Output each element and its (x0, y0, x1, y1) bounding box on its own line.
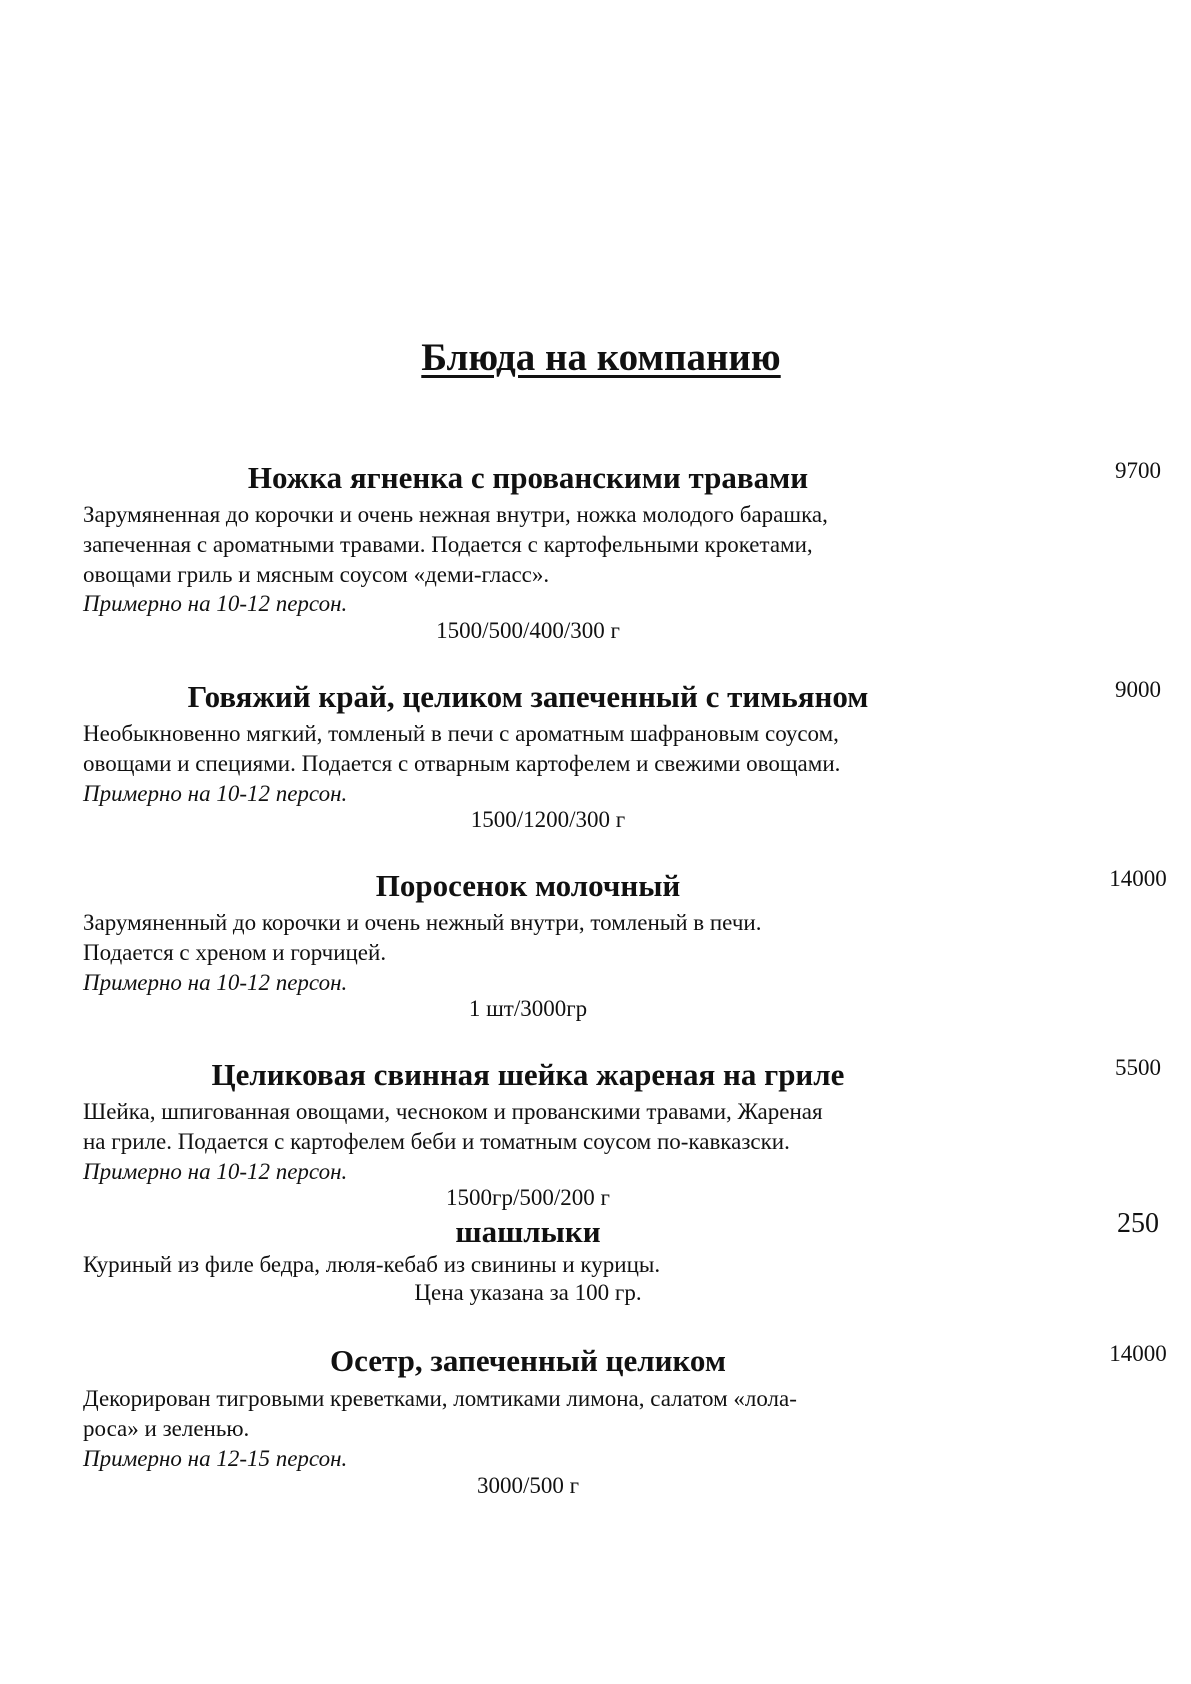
dish-name: Поросенок молочный (375, 868, 681, 903)
dish-description (83, 1097, 823, 1186)
page-title: Блюда на компанию (421, 336, 781, 379)
dish-name: Ножка ягненка с прованскими травами (247, 460, 809, 495)
dish-description (83, 500, 828, 619)
dish-weight: 3000/500 г (476, 1473, 580, 1498)
description-line: Куриный из филе бедра, люля-кебаб из свинины и курицы. (83, 1252, 661, 1277)
servings-note: Примерно на 10-12 персон. (83, 591, 348, 617)
dish-weight: 1 шт/3000гр (468, 996, 588, 1021)
dish-name: шашлыки (455, 1214, 601, 1249)
dish-description (83, 1384, 797, 1473)
description-line: Зарумяненная до корочки и очень нежная внутри, ножка молодого барашка, (83, 502, 828, 527)
description-line: Зарумяненный до корочки и очень нежный внутри, томленый в печи. (83, 910, 762, 935)
dish-weight: 1500/1200/300 г (470, 807, 626, 832)
dish-price: 5500 (1115, 1055, 1161, 1080)
dish-price: 9000 (1115, 677, 1161, 702)
description-line: овощами и специями. Подается с отварным картофелем и свежими овощами. (83, 750, 841, 776)
dish-weight: 1500гр/500/200 г (446, 1185, 610, 1210)
description-line: запеченная с ароматными травами. Подается с картофельными крокетами, (83, 531, 813, 557)
dish-weight: 1500/500/400/300 г (436, 618, 620, 643)
description-line: Подается с хреном и горчицей. (83, 939, 387, 965)
description-line: Декорирован тигровыми креветками, ломтиками лимона, салатом «лола- (83, 1386, 797, 1411)
dish-price: 9700 (1115, 458, 1161, 483)
servings-note: Примерно на 10-12 персон. (83, 969, 348, 995)
price-note: Цена указана за 100 гр. (414, 1280, 642, 1305)
description-line: на гриле. Подается с картофелем беби и томатным соусом по-кавказски. (83, 1128, 790, 1154)
servings-note: Примерно на 12-15 персон. (83, 1445, 348, 1471)
dish-description (83, 908, 761, 997)
servings-note: Примерно на 10-12 персон. (83, 1158, 348, 1184)
dish-name: Говяжий край, целиком запеченный с тимьяном (187, 679, 869, 714)
dish-description (83, 719, 840, 808)
dish-name: Осетр, запеченный целиком (330, 1343, 726, 1378)
dish-price: 14000 (1109, 1341, 1167, 1366)
description-line: роса» и зеленью. (83, 1415, 250, 1441)
description-line: Шейка, шпигованная овощами, чесноком и прованскими травами, Жареная (83, 1099, 823, 1124)
dish-price: 14000 (1109, 866, 1167, 891)
description-line: овощами гриль и мясным соусом «деми-гласс». (83, 561, 550, 587)
dish-description (83, 1250, 660, 1280)
servings-note: Примерно на 10-12 персон. (83, 780, 348, 806)
dish-price: 250 (1117, 1208, 1159, 1239)
dish-name: Целиковая свинная шейка жареная на гриле (211, 1057, 845, 1092)
description-line: Необыкновенно мягкий, томленый в печи с ароматным шафрановым соусом, (83, 721, 839, 746)
